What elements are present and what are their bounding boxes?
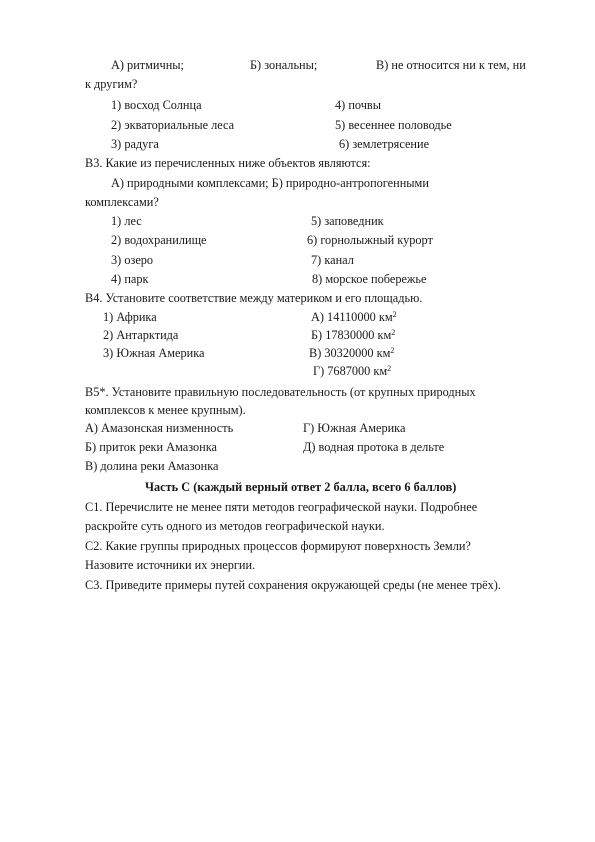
c1-question-cont: раскройте суть одного из методов географической науки. bbox=[85, 519, 385, 533]
c2-question-cont: Назовите источники их энергии. bbox=[85, 558, 256, 572]
b3-options-cont: комплексами? bbox=[85, 195, 159, 209]
b2-option-a: А) ритмичны; bbox=[111, 58, 184, 72]
b4-continent: 3) Южная Америка bbox=[103, 346, 205, 360]
b3-item: 8) морское побережье bbox=[312, 272, 427, 286]
b4-continent: 2) Антарктида bbox=[103, 328, 179, 342]
b2-item: 5) весеннее половодье bbox=[335, 118, 452, 132]
b3-item: 5) заповедник bbox=[311, 214, 384, 228]
b2-option-b: Б) зональны; bbox=[250, 58, 318, 72]
b5-item: В) долина реки Амазонка bbox=[85, 459, 219, 473]
part-c-heading: Часть С (каждый верный ответ 2 балла, всего 6 баллов) bbox=[145, 480, 457, 494]
c1-question: С1. Перечислите не менее пяти методов географической науки. Подробнее bbox=[85, 500, 478, 514]
b3-item: 4) парк bbox=[111, 272, 149, 286]
c3-question: С3. Приведите примеры путей сохранения окружающей среды (не менее трёх). bbox=[85, 578, 501, 592]
b2-option-v-cont: к другим? bbox=[85, 77, 138, 91]
b3-item: 6) горнолыжный курорт bbox=[307, 233, 433, 247]
b5-item: А) Амазонская низменность bbox=[85, 421, 234, 435]
b2-option-v: В) не относится ни к тем, ни bbox=[376, 58, 526, 72]
b5-item: Г) Южная Америка bbox=[303, 421, 406, 435]
b3-item: 7) канал bbox=[311, 253, 354, 267]
b4-area: В) 30320000 $км^2$ bbox=[309, 346, 395, 360]
b2-item: 4) почвы bbox=[335, 98, 381, 112]
b3-item: 3) озеро bbox=[111, 253, 154, 267]
b3-item: 2) водохранилище bbox=[111, 233, 207, 247]
b2-item: 6) землетрясение bbox=[339, 137, 430, 151]
b4-area: Г) 7687000 $км^2$ bbox=[313, 364, 392, 378]
c2-question: С2. Какие группы природных процессов формируют поверхность Земли? bbox=[85, 539, 471, 553]
b4-continent: 1) Африка bbox=[103, 310, 157, 324]
b5-item: Б) приток реки Амазонка bbox=[85, 440, 217, 454]
b3-options: А) природными комплексами; Б) природно-антропогенными bbox=[111, 176, 429, 190]
b2-item: 2) экваториальные леса bbox=[111, 118, 235, 132]
b3-question: В3. Какие из перечисленных ниже объектов являются: bbox=[85, 156, 371, 170]
b3-item: 1) лес bbox=[111, 214, 142, 228]
b2-item: 1) восход Солнца bbox=[111, 98, 202, 112]
b5-question: В5*. Установите правильную последовательность (от крупных природных bbox=[85, 385, 476, 399]
b4-question: В4. Установите соответствие между материком и его площадью. bbox=[85, 291, 423, 305]
b2-item: 3) радуга bbox=[111, 137, 159, 151]
b4-area: Б) 17830000 $км^2$ bbox=[311, 328, 396, 342]
b5-question-cont: комплексов к менее крупным). bbox=[85, 403, 246, 417]
b4-area: А) 14110000 $км^2$ bbox=[311, 310, 397, 324]
b5-item: Д) водная протока в дельте bbox=[303, 440, 445, 454]
